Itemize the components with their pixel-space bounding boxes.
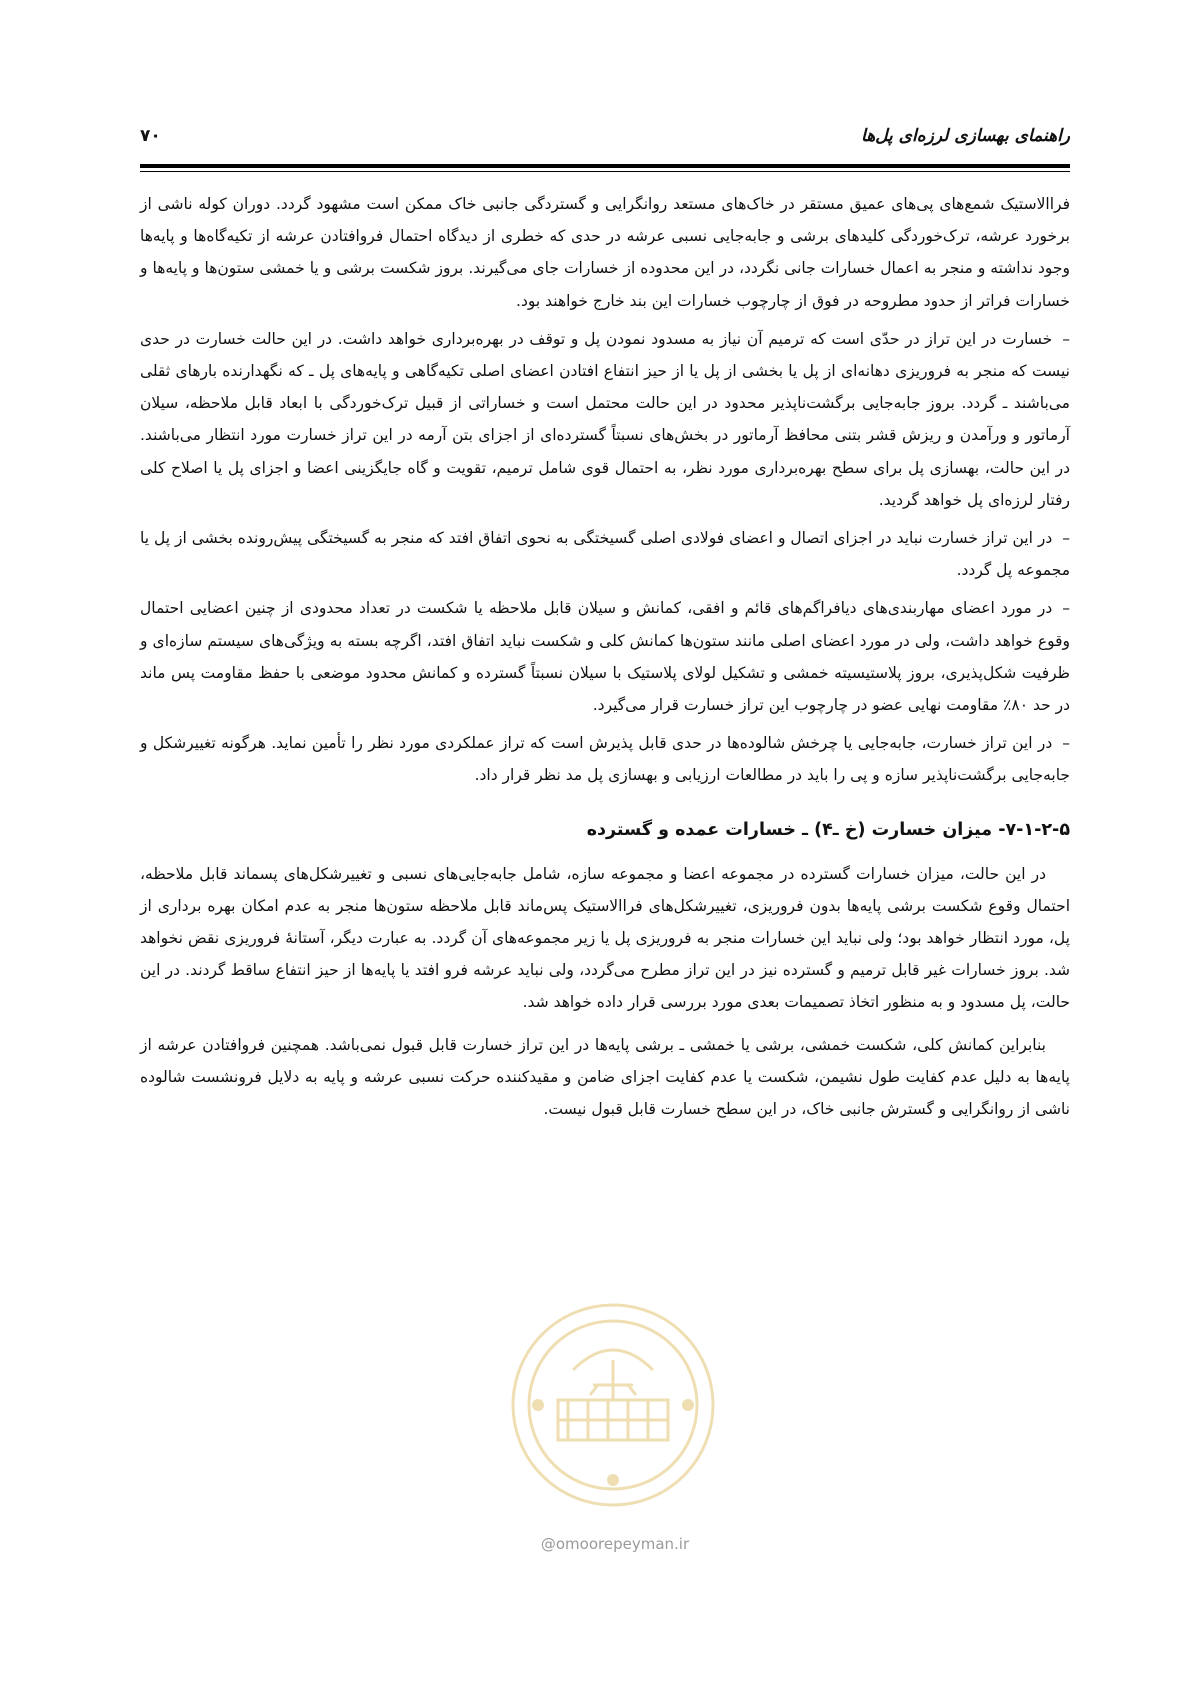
list-item [140,592,1070,721]
list-item [140,522,1070,586]
dash-bullet: – [1062,599,1070,618]
paragraph-continuation: فراالاستیک شمع‌های پی‌های عمیق مستقر در خاک‌های مستعد روانگرایی و گستردگی جانبی خاک ممکن است مشهود گردد. دوران کوله ناشی از برخورد عرشه، ترک‌خوردگی کلیدهای برشی و جابه‌جایی نسبی عرشه در حدی که خطری از دیدگاه احتمال فروافتادن عرشه از تکیه‌گاه‌ها و پایه‌ها وجود نداشته و منجر به اعمال خسارات جانی نگردد، در این محدوده از خسارات جای می‌گیرند. بروز شکست برشی و یا خمشی ستون‌ها و پایه‌ها و خسارات فراتر از حدود مطروحه در فوق از چارچوب خسارات این بند خارج خواهند بود. [140,195,1070,310]
list-item-text: در این تراز خسارت، جابه‌جایی یا چرخش شالوده‌ها در حدی قابل پذیرش است که تراز عملکردی مورد نظر را تأمین نماید. هرگونه تغییرشکل و جابه‌جایی برگشت‌ناپذیر سازه و پی را باید در مطالعات ارزیابی و بهسازی پل مد نظر قرار داد. [140,734,1070,785]
section-paragraph: بنابراین کمانش کلی، شکست خمشی، برشی یا خمشی ـ برشی پایه‌ها در این تراز خسارت قابل قبول نمی‌باشد. همچنین فروافتادن عرشه از پایه‌ها به دلیل عدم کفایت طول نشیمن، شکست یا عدم کفایت اجزای ضامن و مقیدکننده حرکت نسبی عرشه و پایه به دلایل فرونشست شالوده ناشی از روانگرایی و گسترش جانبی خاک، در این سطح خسارت قابل قبول نیست. [140,1035,1070,1119]
running-title: راهنمای بهسازی لرزه‌ای پل‌ها [861,126,1070,146]
header-rule-thick [140,164,1070,168]
watermark-url: @omoorepeyman.ir [540,1535,690,1553]
list-item [140,323,1070,516]
section-heading: ۷-۱-۲-۵- میزان خسارت (خ ـ۴) ـ خسارات عمده و گسترده [586,819,1070,840]
list-item-text: در این تراز خسارت نباید در اجزای اتصال و اعضای فولادی اصلی گسیختگی به نحوی اتفاق افتد که منجر به گسیختگی پیش‌رونده بخشی از پل یا مجموعه پل گردد. [140,529,1070,580]
list-item-text: خسارت در این تراز در حدّی است که ترمیم آن نیاز به مسدود نمودن پل و توقف در بهره‌برداری خواهد داشت. در این حالت خسارت در حدی نیست که منجر به فروریزی دهانه‌ای از پل یا بخشی از پل یا از حیز انتفاع افتادن اعضای اصلی تکیه‌گاهی و پایه‌های پل ـ که نگهدارنده بارهای ثقلی می‌باشند ـ گردد. بروز جابه‌جایی برگشت‌ناپذیر محدود در این حالت محتمل است و خساراتی از قبیل ترک‌خوردگی با ابعاد قابل ملاحظه، سیلان آرماتور و ورآمدن و ریزش قشر بتنی محافظ آرماتور در بخش‌های نسبتاً گسترده‌ای از اجزای بتن آرمه در این تراز خسارت مورد انتظار می‌باشند. در این حالت، بهسازی پل برای سطح بهره‌برداری مورد نظر، به احتمال قوی شامل ترمیم، تقویت و گاه جایگزینی اعضا و اجزای پل یا اصلاح کلی رفتار لرزه‌ای پل خواهد گردید. [140,329,1070,509]
dash-bullet: – [1062,329,1070,348]
dash-bullet: – [1062,734,1070,753]
page-number: ۷۰ [140,126,161,146]
dash-bullet: – [1062,529,1070,548]
header-rule-thin [140,171,1070,172]
page-header [140,126,1070,166]
list-item [140,727,1070,791]
list-item-text: در مورد اعضای مهاربندی‌های دیافراگم‌های قائم و افقی، کمانش و سیلان قابل ملاحظه یا شکست در تعداد محدودی از چنین اعضایی احتمال وقوع خواهد داشت، ولی در مورد اعضای اصلی مانند ستون‌ها کمانش کلی و شکست نباید اتفاق افتد، اگرچه بسته به ویژگی‌های سیستم سازه‌ای و ظرفیت شکل‌پذیری، بروز پلاستیسیته خمشی و تشکیل لولای پلاستیک با سیلان نسبتاً گسترده و کمانش محدود موضعی با حفظ مقاومت پس ماند در حد ۸۰٪ مقاومت نهایی عضو در چارچوب این تراز خسارت قرار می‌گیرد. [140,599,1070,715]
body-text [140,188,1070,1125]
watermark-logo-icon [498,1290,728,1520]
section-paragraph: در این حالت، میزان خسارات گسترده در مجموعه اعضا و مجموعه سازه، شامل جابه‌جایی‌های نسبی و تغییرشکل‌های پسماند قابل ملاحظه، احتمال وقوع شکست برشی پایه‌ها بدون فروریزی، تغییرشکل‌های فراالاستیک پس‌ماند قابل ملاحظه ستون‌ها منجر به عدم امکان بهره برداری از پل، مورد انتظار خواهد بود؛ ولی نباید این خسارات منجر به فروریزی پل یا زیر مجموعه‌های آن گردد. به عبارت دیگر، آستانهٔ فروریزی نقض نخواهد شد. بروز خسارات غیر قابل ترمیم و گسترده نیز در این تراز مطرح می‌گردد، ولی نباید عرشه فرو افتد یا پایه‌ها از حیز انتفاع ساقط گردند. در این حالت، پل مسدود و به منظور اتخاذ تصمیمات بعدی مورد بررسی قرار داده خواهد شد. [140,864,1070,1012]
